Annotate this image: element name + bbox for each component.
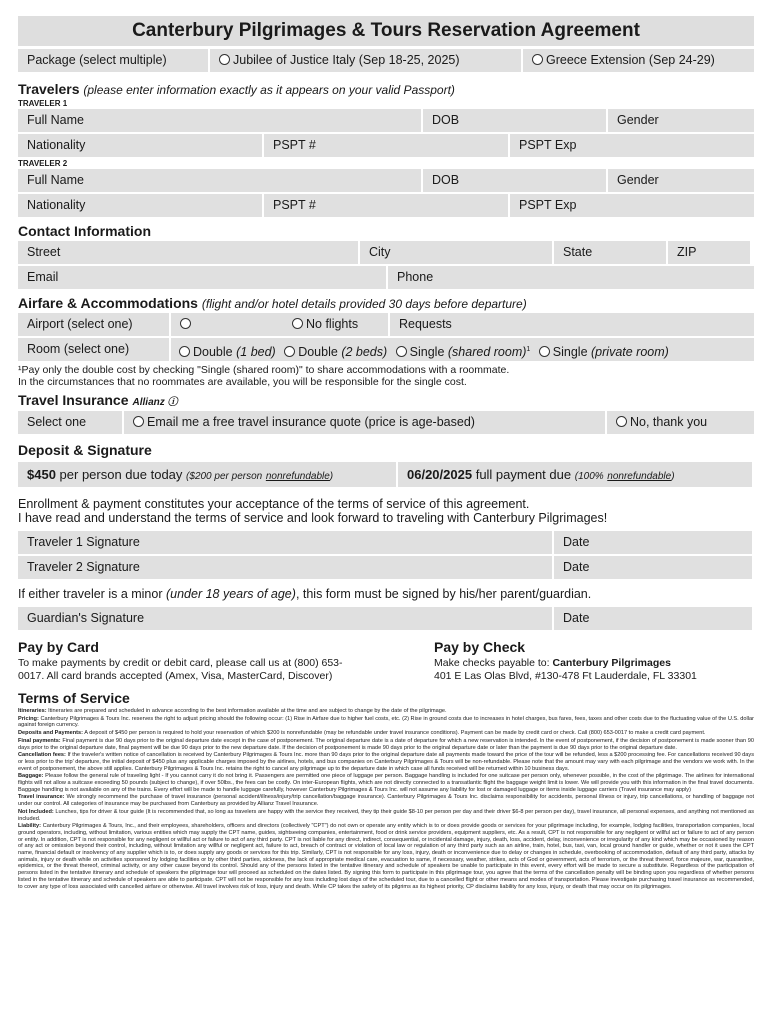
tos-paragraph: Pricing: Canterbury Pilgrimages & Tours Inc. reserves the right to adjust pricing should the following occur: (1) Rise in Airfare due to higher fuel costs, etc. (2) Rise in ground costs due to increases in hotel charges, bus fares, fees, taxes and other costs due to the fluctuating value of the U.S. dollar against foreign currency. bbox=[18, 715, 754, 729]
traveler1-gender-field[interactable]: Gender bbox=[608, 109, 754, 132]
room-double-2beds[interactable]: Double (2 beds) bbox=[284, 345, 387, 359]
tos-paragraph: Cancellation fees: If the traveler's written notice of cancellation is received by Canterbury Pilgrimages & Tours Inc. more than 90 days prior to the original departure date all payments made toward the price of the tour will be refunded, less a $200 processing fee. For cancellations received 90 days or less prior to the trip' departure, the initial deposit of $450 plus any applicable charges imposed by the airlines, hotels, and bus companies on Canterbury Pilgrimages & Tours will be non-refundable. Please note that the amount may vary with each pilgrimage and the vendors we work with. In the event of postponement, the above still applies. Canterbury Pilgrimages & Tours Inc. retains the right to cancel any pilgrimage up to the departure date in which case all funds received will be returned within 10 business days. bbox=[18, 752, 754, 772]
payment-section bbox=[18, 639, 754, 682]
traveler1-label: TRAVELER 1 bbox=[18, 99, 68, 108]
traveler1-passport-field[interactable]: PSPT # bbox=[264, 134, 508, 157]
insurance-label: Select one bbox=[18, 411, 122, 434]
room-label: Room (select one) bbox=[18, 338, 169, 361]
traveler2-nationality-field[interactable]: Nationality bbox=[18, 194, 262, 217]
radio-icon[interactable] bbox=[532, 54, 543, 65]
pay-by-card: Pay by Card To make payments by credit or debit card, please call us at (800) 653- 0017. All card brands accepted (Amex, Visa, MasterCard, Discover) bbox=[18, 639, 343, 682]
deposit-heading: Deposit & Signature bbox=[18, 442, 152, 458]
radio-icon[interactable] bbox=[284, 346, 295, 357]
traveler2-full-name-field[interactable]: Full Name bbox=[18, 169, 421, 192]
tos-paragraph: Travel insurance: We strongly recommend the purchase of travel insurance (personal accident/illness/injury/trip cancellation/baggage insurance). Canterbury Pilgrimages & Tours Inc. disclaims responsibility for accidents, personal illness or injury, trip cancellations, or handling of baggage not under our control. All categories of insurance may be purchased from Canterbury as provided by Allianz Travel Insurance. bbox=[18, 794, 755, 808]
tos-paragraph: Not Included: Lunches, tips for driver & tour guide (It is recommended that, so long as travelers are happy with the service they received, they tip their guide $8-10 per person per day and their driver $6-8 per person per day), travel insurance, all personal expenses, and anything not mentioned as included. bbox=[18, 808, 755, 822]
phone-field[interactable]: Phone bbox=[388, 266, 754, 289]
radio-icon[interactable] bbox=[396, 346, 407, 357]
package-row bbox=[18, 49, 754, 72]
airport-label: Airport (select one) bbox=[18, 313, 169, 336]
insurance-decline-option[interactable]: No, thank you bbox=[607, 411, 754, 434]
package-label: Package (select multiple) bbox=[18, 49, 208, 72]
room-double-1bed[interactable]: Double (1 bed) bbox=[179, 345, 276, 359]
traveler2-dob-field[interactable]: DOB bbox=[423, 169, 606, 192]
enrollment-text: Enrollment & payment constitutes your acceptance of the terms of service of this agreement. I have read and understand the terms of service and look forward to traveling with Canterbury Pilgrimages! bbox=[18, 497, 608, 525]
tos-heading: Terms of Service bbox=[18, 690, 130, 706]
no-flights-radio[interactable] bbox=[292, 318, 303, 329]
minor-notice: If either traveler is a minor (under 18 years of age), this form must be signed by his/her parent/guardian. bbox=[18, 587, 592, 601]
traveler1-passport-exp-field[interactable]: PSPT Exp bbox=[510, 134, 754, 157]
full-payment-due: 06/20/2025 full payment due (100% nonrefundable) bbox=[398, 462, 752, 487]
room-footnote: ¹Pay only the double cost by checking "Single (shared room)" to share accommodations with a roommate. In the circumstances that no roommates are available, you will be responsible for the single cost. bbox=[18, 364, 510, 388]
insurance-heading: Travel Insurance Allianz ⓘ bbox=[18, 392, 178, 408]
radio-icon[interactable] bbox=[616, 416, 627, 427]
tos-paragraph: Deposits and Payments: A deposit of $450 per person is required to hold your reservation of which $200 is nonrefundable (may be refundable under travel insurance conditions). Payment can be made by credit card or check. Call (800) 653-0017 to make a credit card payment. bbox=[18, 730, 706, 737]
pay-by-check: Pay by Check Make checks payable to: Canterbury Pilgrimages 401 E Las Olas Blvd, #130-478 Ft Lauderdale, FL 33301 bbox=[434, 639, 697, 682]
insurance-quote-option[interactable]: Email me a free travel insurance quote (price is age-based) bbox=[124, 411, 605, 434]
tos-paragraph: Liability: Canterbury Pilgrimages & Tours, Inc., and their employees, shareholders, officers and directors (collectively "CPT") do not own or operate any entity which is to or does provide goods or services for your pilgrimage including, for example, lodging facilities, transportation companies, local ground operators, including, without limitation, various entities which may supply the CPT name, guides, sightseeing companies, entertainment, food or drink service providers, equipment suppliers, etc. As a result, CPT is not responsible for any negligent or willful act or failure to act of any person or entity. In addition, CPT is not responsible for any negligent or willful act or failure to act of any third party. CPT is not liable for any direct, indirect, consequential, or incidental damage, injury, death, loss, accident, delay, inconvenience or irregularity of any kind which may be occasioned by reason of any act or omission beyond their control, including, without limitation any willful or negligent act, failure to act, breach of contract or violation of local law or regulation of any third party such as an airline, train, hotel, bus, taxi, van, local ground handler or guide, whether or not it uses the CPT name, financial default or insolvency of any supplier which is to, or does supply any goods or services for this trip. Similarly, CPT is not responsible for any loss, injury, death or inconvenience due to delay or changes in schedule, overbooking of accommodation, default of any third party, attacks by animals, injury or death while on activities sponsored by lodging facilities or by other third parties, sickness, the lack of appropriate medical care, evacuation to same, if necessary, weather, strikes, acts of God or government, acts of terrorism, or the threat thereof, force majeure, war, quarantine, epidemics, or the threat thereof, criminal activity, or any other cause beyond its control. Should any of the persons listed in the tentative itinerary and schedule of speakers be unable to participate in this event, every effort will be made to secure a substitute. Regardless of the participation of persons listed in the tentative itinerary and schedule of speakers the pilgrimage tour will proceed as scheduled on the dates listed. By signing this form to participate in this pilgrimage tour, you agree that the terms of the cancellation penalty will be binding upon you regardless of whether persons listed in the tentative itinerary and schedule of speakers are able to participate. CPT will not be responsible for any loss including lost days of the scheduled tour, due to a cancelled flight or other means and modes of transportation. Please investigate purchasing travel insurance as recommended, to cover any type of loss associated with cancelled airfare or otherwise. All travel involves risk of loss, injury and death. While CP takes the safety of its pilgrims as its highest priority, CP disclaims liability for any loss, injury, or death that may occur on its pilgrimages. bbox=[18, 823, 754, 890]
requests-field[interactable]: Requests bbox=[390, 313, 754, 336]
radio-icon[interactable] bbox=[179, 346, 190, 357]
tos-paragraph: Baggage: Please follow the general rule of traveling light - If you cannot carry it do not bring it. Passengers are permitted one piece of luggage per person. Baggage handling is included for one suitcase per person only, whenever possible, in the cost of the pilgrimage. The airlines for international flights will not allow a suitcase exceeding 50 pounds (subject to change), if over 50lbs., the fees can be costly. On inter-European flights, which are not directly connected to a transatlantic flight the baggage weight limit is lower. We will provide you with this information in the final travel documents. Baggage handling is not available on any of the trains. Every effort will be made to handle luggage carefully, however Canterbury Pilgrimages & Tours Inc. will not assume any liability for lost or damaged luggage or items inside luggage carriers (Travel insurance may apply) bbox=[18, 773, 754, 793]
traveler1-date-field[interactable]: Date bbox=[554, 531, 752, 554]
page-title: Canterbury Pilgrimages & Tours Reservation Agreement bbox=[18, 16, 754, 46]
traveler2-passport-field[interactable]: PSPT # bbox=[264, 194, 508, 217]
state-field[interactable]: State bbox=[554, 241, 666, 264]
allianz-logo: Allianz ⓘ bbox=[132, 397, 178, 408]
traveler1-dob-field[interactable]: DOB bbox=[423, 109, 606, 132]
traveler2-gender-field[interactable]: Gender bbox=[608, 169, 754, 192]
room-options bbox=[171, 338, 754, 361]
traveler1-full-name-field[interactable]: Full Name bbox=[18, 109, 421, 132]
airport-radio[interactable] bbox=[180, 318, 191, 329]
city-field[interactable]: City bbox=[360, 241, 552, 264]
zip-field[interactable]: ZIP bbox=[668, 241, 750, 264]
tos-paragraph: Final payments: Final payment is due 90 days prior to the original departure date except in the case of postponement. The original departure date is a date of departure for which a new reservation is intended. In the event of postponement, if the decision of postponement is made sooner than 90 days prior to the original departure date, final payment will be due 90 days prior to the new departure date. If the decision of postponement is made 90 days prior to the original departure date or later than the payment is due 90 days prior to the original departure date. bbox=[18, 737, 754, 751]
reservation-form bbox=[18, 16, 754, 891]
deposit-due-today: $450 per person due today ($200 per person nonrefundable) bbox=[18, 462, 396, 487]
traveler2-date-field[interactable]: Date bbox=[554, 556, 752, 579]
package-option-italy[interactable]: Jubilee of Justice Italy (Sep 18-25, 2025) bbox=[210, 49, 521, 72]
traveler2-passport-exp-field[interactable]: PSPT Exp bbox=[510, 194, 754, 217]
street-field[interactable]: Street bbox=[18, 241, 358, 264]
traveler2-label: TRAVELER 2 bbox=[18, 159, 68, 168]
room-single-private[interactable]: Single (private room) bbox=[539, 345, 669, 359]
contact-heading: Contact Information bbox=[18, 223, 151, 239]
guardian-date-field[interactable]: Date bbox=[554, 607, 752, 630]
terms-of-service bbox=[18, 708, 754, 890]
traveler2-signature-field[interactable]: Traveler 2 Signature bbox=[18, 556, 552, 579]
traveler1-nationality-field[interactable]: Nationality bbox=[18, 134, 262, 157]
traveler1-signature-field[interactable]: Traveler 1 Signature bbox=[18, 531, 552, 554]
package-option-greece[interactable]: Greece Extension (Sep 24-29) bbox=[523, 49, 754, 72]
room-single-shared[interactable]: Single (shared room)$^1$ bbox=[396, 345, 531, 359]
airfare-heading: Airfare & Accommodations (flight and/or hotel details provided 30 days before departure) bbox=[18, 295, 527, 311]
tos-paragraph: Itineraries: Itineraries are prepared and scheduled in advance according to the best information available at the time and are subject to change by the date of the pilgrimage. bbox=[18, 708, 447, 714]
radio-icon[interactable] bbox=[539, 346, 550, 357]
airport-options: No flights bbox=[171, 313, 388, 336]
travelers-heading: Travelers (please enter information exactly as it appears on your valid Passport) bbox=[18, 81, 455, 97]
email-field[interactable]: Email bbox=[18, 266, 386, 289]
radio-icon[interactable] bbox=[133, 416, 144, 427]
guardian-signature-field[interactable]: Guardian's Signature bbox=[18, 607, 552, 630]
radio-icon[interactable] bbox=[219, 54, 230, 65]
